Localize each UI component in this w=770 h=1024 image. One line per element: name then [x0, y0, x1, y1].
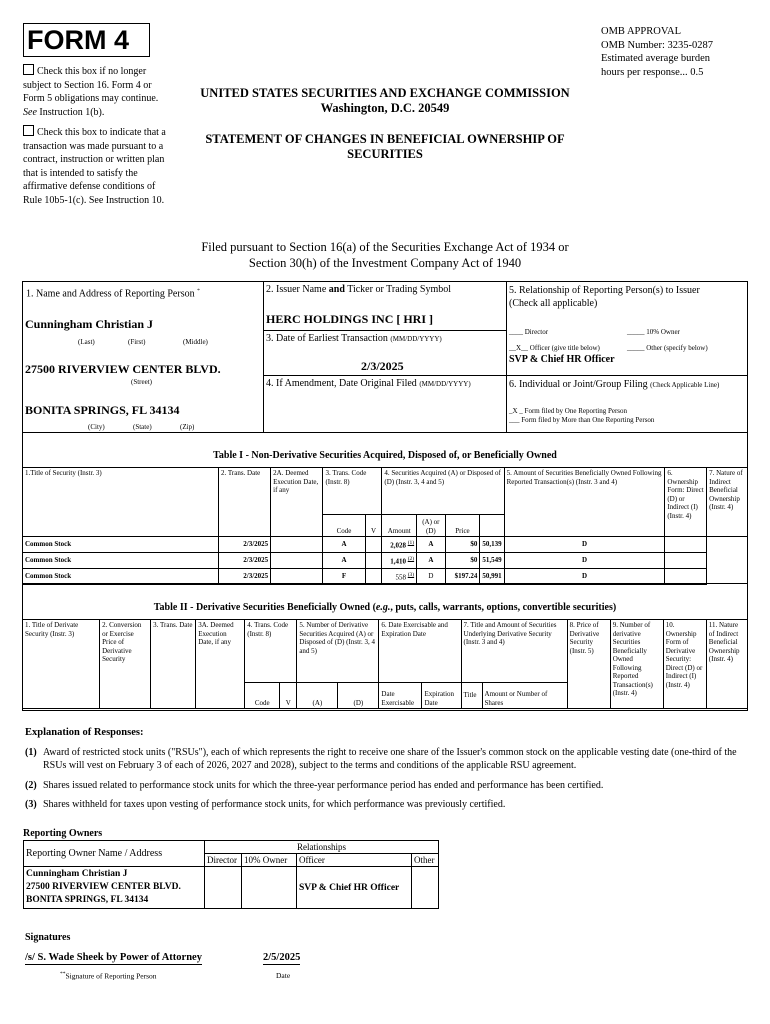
table-row: Common Stock 2/3/2025 A 2,028 $^{(1)}$ A $0 50,139 D — [23, 537, 748, 553]
signature-date: 2/5/2025 — [263, 952, 301, 963]
director-option: ____ Director — [509, 328, 549, 336]
box4-label: 4. If Amendment, Date Original Filed (MM/DD/YYYY) — [266, 378, 471, 389]
issuer-name: HERC HOLDINGS INC [ HRI ] — [266, 312, 434, 326]
signature-value: /s/ S. Wade Sheek by Power of Attorney — [25, 952, 202, 963]
table2-frame — [22, 583, 748, 711]
table1-frame — [22, 432, 748, 584]
one-person-option: _X _ Form filed by One Reporting Person — [509, 407, 628, 415]
state-label: (State) — [133, 423, 152, 431]
rule10b5-checkbox[interactable] — [23, 125, 34, 136]
filed-pursuant: Filed pursuant to Section 16(a) of the Securities Exchange Act of 1934 or Section 30(h) of the Investment Company Act of 1940 — [201, 240, 569, 270]
section16-check: Check this box if no longer subject to Section 16. Form 4 or Form 5 obligations may continue. See Instruction 1(b). — [23, 66, 159, 118]
first-label: (First) — [128, 338, 146, 346]
explanation-heading: Explanation of Responses: — [25, 727, 144, 738]
signature-label: **Signature of Reporting Person — [60, 971, 157, 981]
reporting-person-name: Cunningham Christian J — [25, 317, 154, 331]
street-label: (Street) — [131, 378, 152, 386]
middle-label: (Middle) — [183, 338, 208, 346]
table1-title: Table I - Non-Derivative Securities Acquired, Disposed of, or Beneficially Owned — [213, 450, 557, 461]
table-row: Common Stock 2/3/2025 F 558 $^{(3)}$ D $197.24 50,991 D — [23, 569, 748, 585]
reporting-owners-heading: Reporting Owners — [23, 828, 103, 839]
statement-heading: STATEMENT OF CHANGES IN BENEFICIAL OWNERSHIP OF SECURITIES — [205, 132, 565, 161]
omb-approval — [601, 25, 713, 79]
signatures-heading: Signatures — [25, 932, 71, 943]
reporting-boxes — [22, 281, 748, 433]
omb-line: OMB APPROVAL — [601, 26, 682, 37]
group-option: ___ Form filed by More than One Reporting Person — [509, 416, 655, 424]
officer-option: __X__ Officer (give title below) — [509, 344, 600, 352]
footnote-2: (2) Shares issued related to performance stock units for which the three-year performance period has ended and performance has been certified. — [25, 780, 604, 791]
box1-label: 1. Name and Address of Reporting Person * — [26, 288, 200, 300]
footnote-1: (1) Award of restricted stock units ("RSUs"), each of which represents the right to receive one share of the Issuer's common stock on the applicable vesting date (one-third of the RSUs will vest on February 3 of each of 2026, 2027 and 2028), subject to the terms and conditions of the applicable RSU agreement. — [25, 747, 737, 771]
reporting-owners-table: Reporting Owner Name / Address Relationships Director 10% Owner Officer Other Cunningham Christian J 27500 RIVERVIEW CENTER BLVD. BONITA SPRINGS, FL 34134 SVP & Chief HR Officer — [23, 840, 439, 909]
city-label: (City) — [88, 423, 105, 431]
box6-label: 6. Individual or Joint/Group Filing (Check Applicable Line) — [509, 379, 720, 390]
street-value: 27500 RIVERVIEW CENTER BLVD. — [25, 362, 221, 376]
form-title: FORM 4 — [23, 23, 150, 57]
box2-label: 2. Issuer Name and Ticker or Trading Symbol — [266, 284, 452, 295]
owner-address: Cunningham Christian J 27500 RIVERVIEW CENTER BLVD. BONITA SPRINGS, FL 34134 — [24, 867, 205, 909]
table2: 1. Title of Derivate Security (Instr. 3) 2. Conversion or Exercise Price of Derivative Security 3. Trans. Date 3A. Deemed Execution Date, if any 4. Trans. Code (Instr. 8) 5. Number of Derivative Securities Acquired (A) or Disposed of (D) (Instr. 3, 4 and 5) 6. Date Exercisable and Expiration Date 7. Title and Amount of Securities Underlying Derivative Security (Instr. 3 and 4) 8. Price of Derivative Security (Instr. 5) 9. Number of derivative Securities Beneficially Owned Following Reported Transaction(s) (Instr. 4) 10. Ownership Form of Derivative Security: Direct (D) or Indirect (I) (Instr. 4) 11. Nature of Indirect Beneficial Ownership (Instr. 4) Code V (A) (D) Date Exercisable Expiration Date Title Amount or Number of Shares — [22, 619, 748, 709]
table-row: Common Stock 2/3/2025 A 1,410 $^{(2)}$ A $0 51,549 D — [23, 553, 748, 569]
zip-label: (Zip) — [180, 423, 195, 431]
table2-title: Table II - Derivative Securities Beneficially Owned (e.g., puts, calls, warrants, options, convertible securities) — [153, 602, 617, 613]
other-option: _____ Other (specify below) — [627, 344, 708, 352]
omb-line: Estimated average burden — [601, 53, 711, 64]
footnote-3: (3) Shares withheld for taxes upon vesting of performance stock units, for which performance was previously certified. — [25, 799, 506, 810]
box5-label: 5. Relationship of Reporting Person(s) to Issuer (Check all applicable) — [509, 285, 700, 309]
last-label: (Last) — [78, 338, 95, 346]
earliest-transaction-date: 2/3/2025 — [361, 359, 404, 373]
section16-checkbox[interactable] — [23, 64, 34, 75]
omb-line: OMB Number: 3235-0287 — [601, 39, 713, 51]
agency-heading: UNITED STATES SECURITIES AND EXCHANGE COMMISSION Washington, D.C. 20549 — [200, 86, 570, 115]
box3-label: 3. Date of Earliest Transaction (MM/DD/YYYY) — [266, 333, 442, 344]
city-value: BONITA SPRINGS, FL 34134 — [25, 403, 180, 417]
date-label: Date — [276, 971, 291, 980]
rule10b5-check: Check this box to indicate that a transaction was made pursuant to a contract, instruction or written plan that is intended to satisfy the affirmative defense conditions of Rule 10b5-1(c). See Instruction 10. — [23, 127, 166, 206]
ten-percent-option: _____ 10% Owner — [627, 328, 680, 336]
table1: 1.Title of Security (Instr. 3) 2. Trans. Date 2A. Deemed Execution Date, if any 3. Trans. Code (Instr. 8) 4. Securities Acquired (A) or Disposed of (D) (Instr. 3, 4 and 5) 5. Amount of Securities Beneficially Owned Following Reported Transaction(s) (Instr. 3 and 4) 6. Ownership Form: Direct (D) or Indirect (I) (Instr. 4) 7. Nature of Indirect Beneficial Ownership (Instr. 4) Code V Amount (A) or (D) Price Common Stock 2/3/2025 A 2,028 $^{(1)}$ A $0 50,139 D Common Stock 2/3/2025 A 1,410 $^{(2)}$ A $0 51,549 D Common Stock 2/3/2025 F 558 $^{(3)}$ D $197.24 50,991 D — [22, 467, 748, 585]
omb-line: hours per response... 0.5 — [601, 66, 704, 78]
officer-title: SVP & Chief HR Officer — [509, 354, 615, 365]
